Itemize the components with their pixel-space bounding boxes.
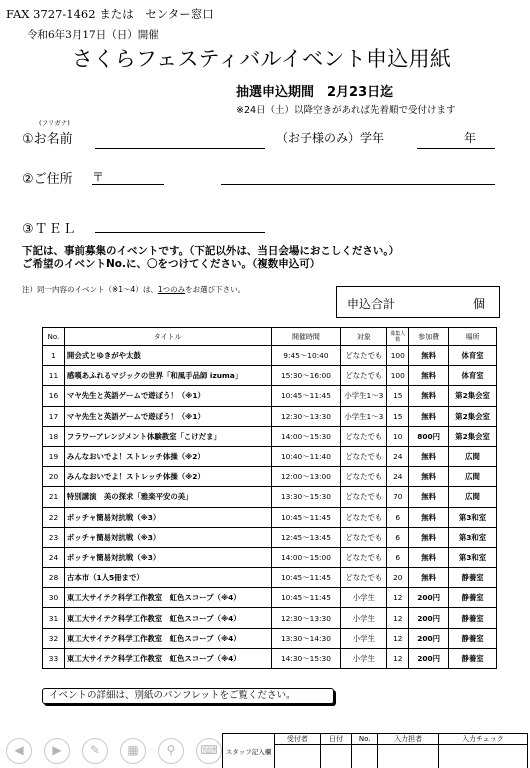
- total-unit: 個: [473, 297, 486, 311]
- cell-time: 14:30〜15:30: [271, 648, 341, 668]
- cell-time: 10:45〜11:45: [271, 507, 341, 527]
- notice-prefix: 注）同一内容のイベント（※1〜4）は、: [22, 285, 158, 294]
- grade-unit: 年: [464, 131, 477, 145]
- cell-fee: 800円: [409, 426, 449, 446]
- postal-mark: 〒: [92, 170, 105, 184]
- cell-place: 第3和室: [449, 527, 497, 547]
- cell-no: 17: [43, 406, 65, 426]
- col-no: No.: [43, 328, 65, 346]
- cell-title: 東工大サイテク科学工作教室 虹色スコープ（※4）: [64, 588, 271, 608]
- table-row[interactable]: [43, 547, 497, 567]
- cell-time: 12:30〜13:30: [271, 608, 341, 628]
- staff-cell[interactable]: [320, 745, 351, 768]
- col-time: 開催時間: [271, 328, 341, 346]
- notice-line-3: [22, 284, 245, 295]
- cell-fee: 200円: [409, 628, 449, 648]
- cell-title: みんなおいでよ！ストレッチ体操（※2）: [64, 467, 271, 487]
- viewer-toolbar: [0, 734, 230, 768]
- cell-capacity: 12: [387, 588, 409, 608]
- staff-col-date: 日付: [320, 734, 351, 745]
- cell-fee: 無料: [409, 446, 449, 466]
- cell-fee: 無料: [409, 527, 449, 547]
- notice-underlined: 1つのみ: [157, 285, 186, 294]
- cell-place: 第3和室: [449, 507, 497, 527]
- cell-capacity: 6: [387, 527, 409, 547]
- cell-fee: 無料: [409, 568, 449, 588]
- cell-place: 第2集会室: [449, 426, 497, 446]
- cell-capacity: 24: [387, 446, 409, 466]
- notice-line-2: ご希望のイベントNo.に、〇をつけてください。（複数申込可）: [22, 258, 321, 270]
- cell-title: ボッチャ簡易対抗戦（※3）: [64, 507, 271, 527]
- cell-target: どなたでも: [341, 467, 387, 487]
- cell-no: 20: [43, 467, 65, 487]
- staff-cell[interactable]: [438, 745, 527, 768]
- table-row[interactable]: [43, 628, 497, 648]
- cell-title: マヤ先生と英語ゲームで遊ぼう！（※1）: [64, 406, 271, 426]
- table-row[interactable]: [43, 648, 497, 668]
- cell-capacity: 6: [387, 507, 409, 527]
- cell-time: 10:45〜11:45: [271, 588, 341, 608]
- table-row[interactable]: [43, 406, 497, 426]
- cell-capacity: 15: [387, 406, 409, 426]
- cell-target: どなたでも: [341, 527, 387, 547]
- cell-title: マヤ先生と英語ゲームで遊ぼう！（※1）: [64, 386, 271, 406]
- name-field[interactable]: [95, 148, 265, 149]
- cell-target: 小学生: [341, 588, 387, 608]
- cell-target: 小学生1〜3: [341, 406, 387, 426]
- page-title: さくらフェスティバルイベント申込用紙: [72, 47, 452, 71]
- cell-fee: 200円: [409, 588, 449, 608]
- cell-fee: 無料: [409, 487, 449, 507]
- zoom-icon[interactable]: ⚲: [158, 738, 184, 764]
- address-field[interactable]: [221, 184, 495, 185]
- cell-fee: 無料: [409, 406, 449, 426]
- cell-time: 12:30〜13:30: [271, 406, 341, 426]
- staff-cell[interactable]: [275, 745, 321, 768]
- cell-place: 広間: [449, 467, 497, 487]
- cell-target: どなたでも: [341, 446, 387, 466]
- total-box[interactable]: [336, 286, 500, 318]
- cell-target: どなたでも: [341, 568, 387, 588]
- cell-place: 体育室: [449, 366, 497, 386]
- cell-place: 静養室: [449, 648, 497, 668]
- cell-place: 第2集会室: [449, 386, 497, 406]
- staff-col-no: No.: [352, 734, 378, 745]
- cell-capacity: 12: [387, 648, 409, 668]
- pen-icon[interactable]: ✎: [82, 738, 108, 764]
- cell-place: 静養室: [449, 588, 497, 608]
- cell-no: 21: [43, 487, 65, 507]
- cell-target: どなたでも: [341, 366, 387, 386]
- table-row[interactable]: [43, 426, 497, 446]
- total-label: 申込合計: [347, 297, 396, 311]
- cell-title: みんなおいでよ！ストレッチ体操（※2）: [64, 446, 271, 466]
- cell-title: 東工大サイテク科学工作教室 虹色スコープ（※4）: [64, 648, 271, 668]
- cell-target: どなたでも: [341, 547, 387, 567]
- cell-no: 22: [43, 507, 65, 527]
- period-note: ※24日（土）以降空きがあれば先着順で受付けます: [236, 105, 456, 116]
- prev-icon[interactable]: ◀: [6, 738, 32, 764]
- cell-no: 28: [43, 568, 65, 588]
- cell-capacity: 24: [387, 467, 409, 487]
- postal-code-field[interactable]: [92, 184, 164, 185]
- staff-col-receiver: 受付者: [275, 734, 321, 745]
- table-row[interactable]: [43, 527, 497, 547]
- cell-place: 広間: [449, 487, 497, 507]
- staff-label: スタッフ記入欄: [223, 734, 275, 768]
- cell-place: 広間: [449, 446, 497, 466]
- event-table: [42, 327, 497, 669]
- cell-no: 32: [43, 628, 65, 648]
- cell-target: 小学生: [341, 648, 387, 668]
- table-row[interactable]: [43, 608, 497, 628]
- cell-target: 小学生1〜3: [341, 386, 387, 406]
- cell-no: 18: [43, 426, 65, 446]
- tel-label: ③ＴＥＬ: [22, 222, 77, 237]
- cell-title: ボッチャ簡易対抗戦（※3）: [64, 527, 271, 547]
- cell-place: 静養室: [449, 628, 497, 648]
- cell-time: 13:30〜14:30: [271, 628, 341, 648]
- cell-capacity: 10: [387, 426, 409, 446]
- cell-target: どなたでも: [341, 507, 387, 527]
- cell-time: 10:45〜11:45: [271, 386, 341, 406]
- furigana-label: (フリガナ): [39, 119, 70, 127]
- cell-capacity: 6: [387, 547, 409, 567]
- table-row[interactable]: [43, 366, 497, 386]
- table-row[interactable]: [43, 568, 497, 588]
- cell-capacity: 100: [387, 346, 409, 366]
- cell-no: 24: [43, 547, 65, 567]
- table-row[interactable]: [43, 588, 497, 608]
- cell-target: 小学生: [341, 628, 387, 648]
- cell-time: 14:00〜15:00: [271, 547, 341, 567]
- table-row[interactable]: [43, 346, 497, 366]
- cell-time: 12:45〜13:45: [271, 527, 341, 547]
- cell-capacity: 15: [387, 386, 409, 406]
- cell-capacity: 12: [387, 628, 409, 648]
- cell-title: 東工大サイテク科学工作教室 虹色スコープ（※4）: [64, 608, 271, 628]
- notice-line-1: 下記は、事前募集のイベントです。（下記以外は、当日会場におこしください。）: [22, 245, 400, 257]
- cell-title: ボッチャ簡易対抗戦（※3）: [64, 547, 271, 567]
- cell-target: どなたでも: [341, 487, 387, 507]
- cell-place: 静養室: [449, 568, 497, 588]
- col-place: 場所: [449, 328, 497, 346]
- cell-fee: 無料: [409, 467, 449, 487]
- cell-title: 特別講演 美の探求「雅楽平安の美」: [64, 487, 271, 507]
- grade-label: （お子様のみ）学年: [276, 131, 385, 145]
- tel-field[interactable]: [95, 232, 265, 233]
- cell-title: 古本市（1人5冊まで）: [64, 568, 271, 588]
- address-label: ②ご住所: [22, 172, 73, 187]
- cell-time: 9:45〜10:40: [271, 346, 341, 366]
- cell-target: 小学生: [341, 608, 387, 628]
- cell-time: 15:30〜16:00: [271, 366, 341, 386]
- cell-no: 30: [43, 588, 65, 608]
- cell-place: 第3和室: [449, 547, 497, 567]
- col-fee: 参加費: [409, 328, 449, 346]
- cell-no: 33: [43, 648, 65, 668]
- cell-no: 11: [43, 366, 65, 386]
- cell-place: 体育室: [449, 346, 497, 366]
- cell-fee: 200円: [409, 608, 449, 628]
- cell-time: 13:30〜15:30: [271, 487, 341, 507]
- cell-place: 第2集会室: [449, 406, 497, 426]
- table-row[interactable]: [43, 467, 497, 487]
- cell-fee: 無料: [409, 386, 449, 406]
- cell-capacity: 12: [387, 608, 409, 628]
- notice-suffix: をお選び下さい。: [185, 285, 246, 294]
- cell-title: フラワーアレンジメント体験教室「こけだま」: [64, 426, 271, 446]
- staff-col-input: 入力担者: [378, 734, 438, 745]
- table-header-row: [43, 328, 497, 346]
- cell-place: 静養室: [449, 608, 497, 628]
- cell-target: どなたでも: [341, 426, 387, 446]
- cell-capacity: 20: [387, 568, 409, 588]
- cell-title: 開会式とゆきがや太鼓: [64, 346, 271, 366]
- keyboard-icon[interactable]: ⌨: [196, 738, 222, 764]
- cell-title: 東工大サイテク科学工作教室 虹色スコープ（※4）: [64, 628, 271, 648]
- cell-title: 感嘆あふれるマジックの世界「和風手品師 izuma」: [64, 366, 271, 386]
- staff-cell[interactable]: [352, 745, 378, 768]
- cell-fee: 無料: [409, 507, 449, 527]
- cell-no: 31: [43, 608, 65, 628]
- col-title: タイトル: [64, 328, 271, 346]
- pamphlet-note: イベントの詳細は、別紙のパンフレットをご覧ください。: [42, 688, 334, 704]
- grid-icon[interactable]: ▦: [120, 738, 146, 764]
- cell-time: 10:45〜11:45: [271, 568, 341, 588]
- cell-fee: 200円: [409, 648, 449, 668]
- event-date: 令和6年3月17日（日）開催: [27, 29, 159, 41]
- col-target: 対象: [341, 328, 387, 346]
- cell-no: 23: [43, 527, 65, 547]
- table-row[interactable]: [43, 446, 497, 466]
- cell-no: 19: [43, 446, 65, 466]
- cell-fee: 無料: [409, 346, 449, 366]
- staff-box: [222, 733, 528, 768]
- staff-cell[interactable]: [378, 745, 438, 768]
- col-capacity: 募集人数: [387, 328, 409, 346]
- cell-no: 1: [43, 346, 65, 366]
- fax-line: FAX 3727-1462 または センター窓口: [6, 7, 214, 21]
- table-row[interactable]: [43, 386, 497, 406]
- cell-no: 16: [43, 386, 65, 406]
- cell-time: 10:40〜11:40: [271, 446, 341, 466]
- staff-col-check: 入力チェック: [438, 734, 527, 745]
- table-row[interactable]: [43, 507, 497, 527]
- application-period: 抽選申込期間 2月23日迄: [236, 85, 394, 100]
- cell-target: どなたでも: [341, 346, 387, 366]
- name-label: ①お名前: [22, 132, 73, 147]
- cell-capacity: 100: [387, 366, 409, 386]
- cell-time: 12:00〜13:00: [271, 467, 341, 487]
- grade-field[interactable]: [417, 148, 495, 149]
- cell-fee: 無料: [409, 366, 449, 386]
- cell-fee: 無料: [409, 547, 449, 567]
- next-icon[interactable]: ▶: [44, 738, 70, 764]
- cell-time: 14:00〜15:30: [271, 426, 341, 446]
- cell-capacity: 70: [387, 487, 409, 507]
- table-row[interactable]: [43, 487, 497, 507]
